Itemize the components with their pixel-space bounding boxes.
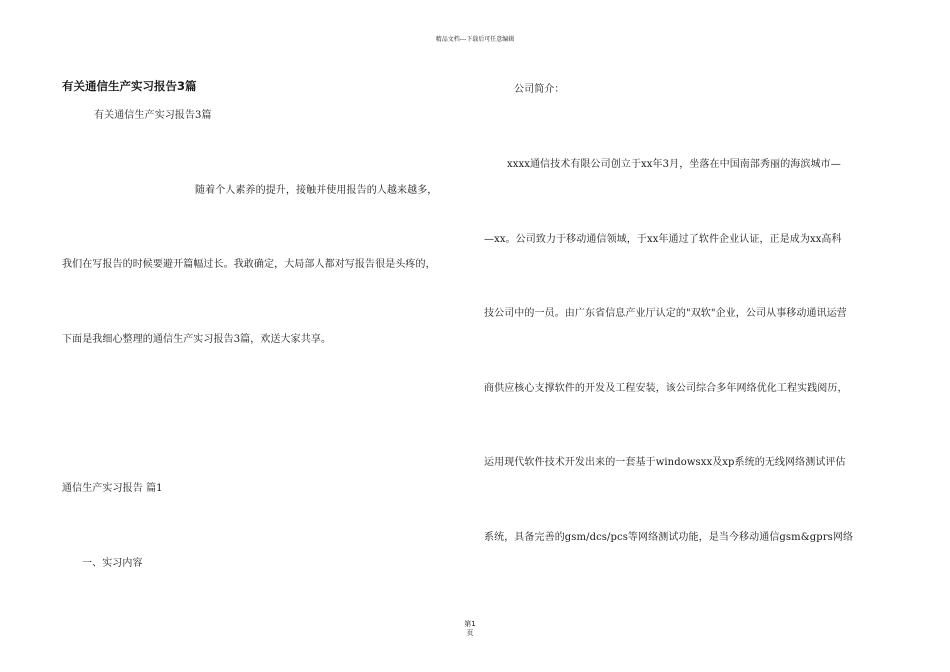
section-heading: 通信生产实习报告 篇1: [62, 483, 163, 494]
paragraph-line: 随着个人素养的提升，接触并使用报告的人越来越多，: [195, 185, 438, 196]
subtitle: 有关通信生产实习报告3篇: [94, 110, 212, 121]
paragraph-line: 系统，具备完善的gsm/dcs/pcs等网络测试功能，是当今移动通信gsm&gprs网络: [484, 532, 854, 543]
document-title: 有关通信生产实习报告3篇: [62, 79, 197, 93]
paragraph-line: 我们在写报告的时候要避开篇幅过长。我敢确定，大局部人都对写报告很是头疼的，: [62, 259, 436, 270]
paragraph-line: 技公司中的一员。由广东省信息产业厅认定的"双软"企业，公司从事移动通讯运营: [484, 308, 847, 319]
paragraph-line: xxxx通信技术有限公司创立于xx年3月，坐落在中国南部秀丽的海滨城市—: [507, 159, 841, 170]
page-number: [0, 620, 940, 638]
subsection-heading: 一、实习内容: [82, 558, 143, 569]
paragraph-line: 运用现代软件技术开发出来的一套基于windowsxx及xp系统的无线网络测试评估: [484, 457, 846, 468]
page-number-line1: 第1: [464, 620, 476, 628]
paragraph-line: —xx。公司致力于移动通信领域，于xx年通过了软件企业认证，正是成为xx高科: [484, 234, 842, 245]
header-note: 精品文档---下载后可任意编辑: [435, 36, 515, 43]
paragraph-line: 下面是我细心整理的通信生产实习报告3篇，欢送大家共享。: [62, 334, 332, 345]
paragraph-line: 商供应核心支撑软件的开发及工程安装，该公司综合多年网络优化工程实践阅历，: [484, 383, 848, 394]
page-number-line2: 页: [466, 629, 474, 637]
company-intro-heading: 公司简介：: [514, 84, 565, 95]
